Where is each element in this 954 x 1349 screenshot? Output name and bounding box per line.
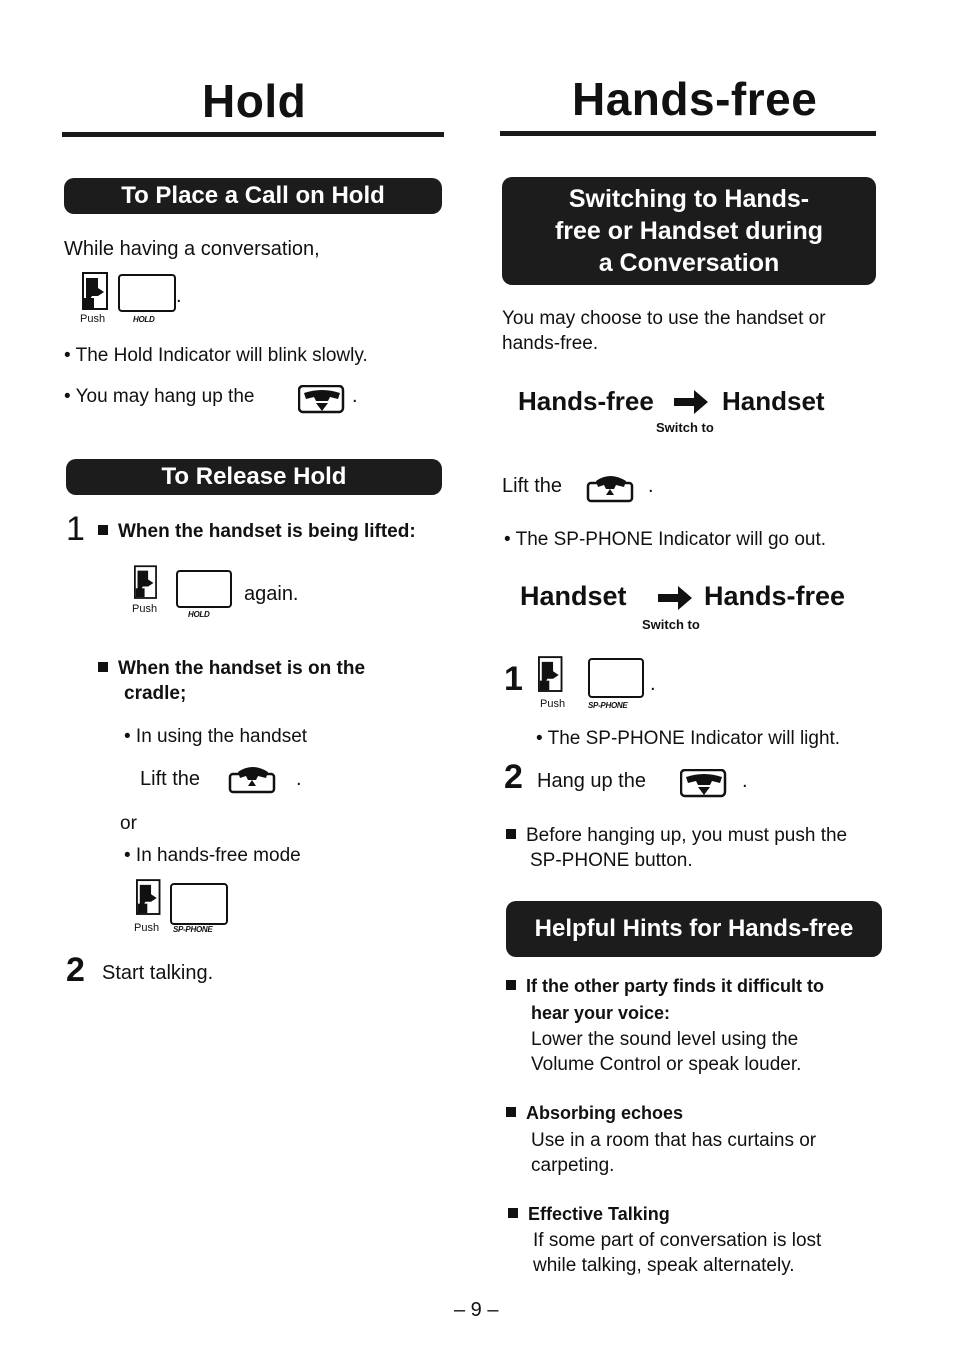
sp-out-bullet: • The SP-PHONE Indicator will go out. [504, 529, 827, 550]
sp-phone-button[interactable] [588, 658, 644, 698]
release-hold-banner: To Release Hold [66, 459, 442, 495]
cradle-heading-cont: cradle; [124, 683, 187, 704]
dot: . [296, 768, 302, 790]
place-on-hold-banner: To Place a Call on Hold [64, 178, 442, 214]
hold-button[interactable] [118, 274, 176, 312]
push-label: Push [132, 603, 158, 615]
push-finger-icon [134, 563, 164, 603]
handset-lifted-icon [586, 471, 636, 503]
helpful-hints-banner: Helpful Hints for Hands-free [506, 901, 882, 957]
square-bullet-icon [506, 829, 516, 839]
push-finger-icon [538, 654, 570, 696]
hint2-body: Use in a room that has curtains or [531, 1130, 817, 1151]
hint1-heading [506, 974, 824, 999]
step1-heading-text: When the handset is being lifted: [118, 521, 416, 542]
switch-to-label: Switch to [642, 617, 700, 632]
switching-banner [502, 177, 876, 285]
lift-the-text: Lift the [140, 768, 201, 790]
hint1-body: Lower the sound level using the [531, 1029, 799, 1050]
hold-title: Hold [202, 75, 307, 127]
hang-up-text: Hang up the [537, 770, 646, 792]
before-note-text: Before hanging up, you must push the [526, 825, 848, 846]
hint1-heading-cont: hear your voice: [531, 1003, 671, 1023]
sp-phone-button-label: SP-PHONE [173, 925, 213, 934]
handset-lifted-icon [228, 762, 278, 794]
hands-free-label: Hands-free [518, 386, 654, 416]
dot: . [352, 385, 358, 407]
push-label: Push [540, 698, 566, 710]
hint1-body: Volume Control or speak louder. [531, 1054, 802, 1075]
dot: . [742, 770, 748, 792]
hands-free-label: Hands-free [704, 581, 846, 611]
dot: . [650, 673, 656, 695]
intro-line: hands-free. [502, 333, 599, 354]
hands-free-title-rule [500, 131, 876, 136]
switch-to-label: Switch to [656, 420, 714, 435]
before-note-cont: SP-PHONE button. [530, 850, 693, 871]
hold-button-label: HOLD [133, 315, 155, 324]
push-finger-icon [136, 877, 168, 919]
square-bullet-icon [98, 525, 108, 535]
or-text: or [120, 813, 137, 834]
step-number: 1 [66, 510, 85, 548]
hands-free-mode-bullet: • In hands-free mode [124, 845, 301, 866]
push-label: Push [80, 313, 106, 325]
push-finger-icon [82, 272, 116, 312]
handset-label: Handset [722, 386, 825, 416]
step-number: 2 [66, 951, 85, 989]
hint3-body: If some part of conversation is lost [533, 1230, 822, 1251]
step-number: 1 [504, 660, 523, 698]
hint3-heading [508, 1202, 670, 1227]
hint3-heading-text: Effective Talking [528, 1204, 670, 1224]
square-bullet-icon [508, 1208, 518, 1218]
again-text: again. [244, 583, 299, 605]
hang-up-bullet: • You may hang up the [64, 386, 255, 407]
square-bullet-icon [98, 662, 108, 672]
cradle-heading [98, 656, 365, 681]
dot: . [176, 285, 182, 307]
sp-phone-button[interactable] [170, 883, 228, 925]
intro-line: You may choose to use the handset or [502, 308, 826, 329]
hint2-heading-text: Absorbing echoes [526, 1103, 684, 1123]
page-number: – 9 – [454, 1299, 499, 1321]
switching-banner-line: free or Handset during [554, 217, 824, 245]
hands-free-title: Hands-free [572, 73, 818, 125]
handset-on-cradle-icon [298, 385, 346, 415]
dot: . [648, 475, 654, 497]
step1-heading [98, 519, 416, 544]
using-handset-bullet: • In using the handset [124, 726, 308, 747]
square-bullet-icon [506, 980, 516, 990]
cradle-heading-text: When the handset is on the [118, 658, 366, 679]
push-label: Push [134, 922, 160, 934]
handset-label: Handset [520, 581, 627, 611]
sp-light-bullet: • The SP-PHONE Indicator will light. [536, 728, 841, 749]
arrow-right-icon [672, 388, 710, 416]
switching-banner-line: a Conversation [598, 249, 780, 277]
before-note [506, 823, 847, 848]
hint1-heading-text: If the other party finds it difficult to [526, 976, 824, 996]
hint2-heading [506, 1101, 683, 1126]
hold-title-rule [62, 132, 444, 137]
hint2-body: carpeting. [531, 1155, 615, 1176]
switching-banner-line: Switching to Hands- [568, 185, 810, 213]
hold-blink-bullet: • The Hold Indicator will blink slowly. [64, 345, 368, 366]
hold-button[interactable] [176, 570, 232, 608]
square-bullet-icon [506, 1107, 516, 1117]
lift-the-text: Lift the [502, 475, 563, 497]
handset-on-cradle-icon [680, 769, 728, 799]
sp-phone-button-label: SP-PHONE [588, 701, 628, 710]
place-intro-text: While having a conversation, [64, 238, 320, 260]
hint3-body: while talking, speak alternately. [533, 1255, 795, 1276]
step-number: 2 [504, 758, 523, 796]
start-talking-text: Start talking. [102, 962, 214, 984]
hold-button-label: HOLD [188, 610, 210, 619]
arrow-right-icon [656, 584, 694, 612]
